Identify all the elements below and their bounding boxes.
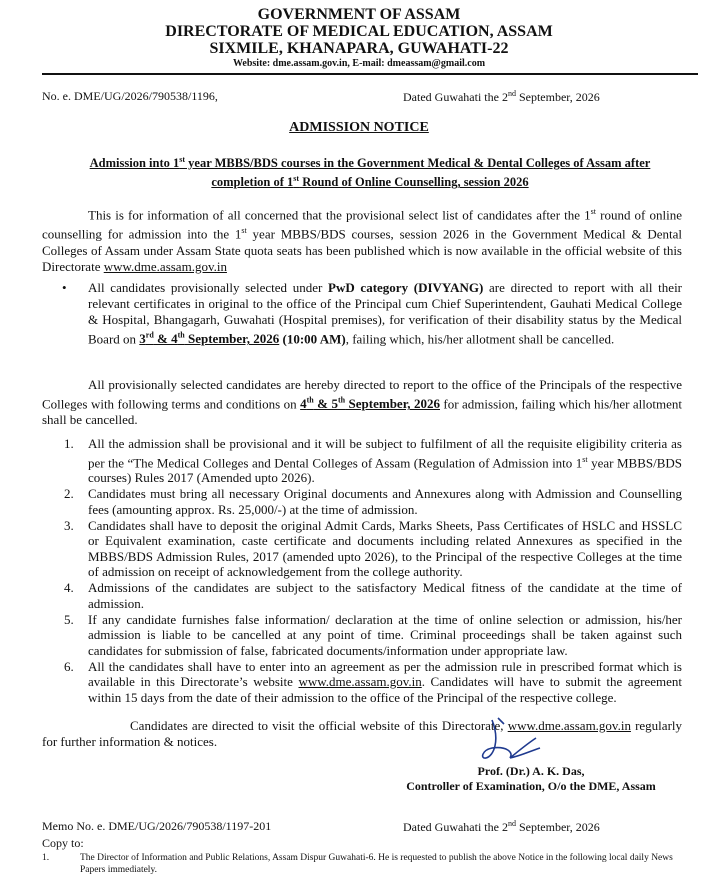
signatory-designation: Controller of Examination, O/o the DME, Assam	[406, 779, 656, 793]
terms-list	[42, 436, 682, 706]
memo-date: Dated Guwahati the 2nd September, 2026	[403, 819, 600, 834]
copy-item: 1. The Director of Information and Public Relations, Assam Dispur Guwahati-6. He is requested to publish the above Notice in the following local daily News Papers immediately.	[42, 853, 673, 875]
pwd-bullet: • All candidates provisionally selected under PwD category (DIVYANG) are directed to report with all their relevant certificates in original to the office of the Principal cum Chief Superintendent, Gauhati Medical College & Hospital, Bhangagarh, Guwahati (Hospital premises), for verification of their disability status by the Medical Board on 3rd & 4th September, 2026 (10:00 AM), failing which, his/her allotment shall be cancelled.	[62, 280, 683, 347]
closing-paragraph: Candidates are directed to visit the official website of this Directorate, www.dme.assam.gov.in regularly for further information & notices.	[42, 718, 683, 749]
list-item: 4. Admissions of the candidates are subject to the satisfactory Medical fitness of the candidate at the time of admission.	[64, 580, 682, 611]
list-item: 3. Candidates shall have to deposit the original Admit Cards, Marks Sheets, Pass Certificates of HSLC and HSSLC or Equivalent examination, caste certificate and documents including related Annexures as specified in the MBBS/BDS Admission Rules, 2017 (amended upto 2026), to the Principal of the respective Colleges at the time of admission on receipt of acknowledgement from the college authority.	[64, 517, 682, 580]
list-item: 5. If any candidate furnishes false information/ declaration at the time of online selection or admission, his/her admission is liable to be cancelled at any point of time. Criminal proceedings shall be taken against such candidates for submission of false, fabricated documents/information under appropriate law.	[64, 611, 682, 658]
report-paragraph: All provisionally selected candidates are hereby directed to report to the office of the Principals of the respective Colleges with following terms and conditions on 4th & 5th September, 2026 for admission, failing which his/her allotment shall be cancelled.	[42, 377, 682, 428]
list-item: 6. All the candidates shall have to enter into an agreement as per the admission rule in prescribed format which is available in this Directorate’s website www.dme.assam.gov.in. Candidates will have to submit the agreement within 15 days from the date of their admission to the office of the Principal of the respective college.	[64, 658, 682, 705]
signatory-block	[372, 764, 690, 794]
govt-heading: GOVERNMENT OF ASSAM	[257, 6, 461, 23]
reference-date: Dated Guwahati the 2nd September, 2026	[403, 89, 600, 104]
closing-website-link[interactable]: www.dme.assam.gov.in	[507, 718, 631, 733]
intro-paragraph: This is for information of all concerned that the provisional select list of candidates after the 1st round of online counselling for admission into the 1st year MBBS/BDS courses, session 2026 in the Government Medical & Dental Colleges of Assam under Assam State quota seats has been published which is now available in the official website of this Directorate www.dme.assam.gov.in	[42, 207, 683, 274]
list-item: 2. Candidates must bring all necessary Original documents and Annexures along with Admission and Counselling fees (amounting approx. Rs. 25,000/-) at the time of admission.	[64, 486, 682, 517]
directorate-website-link[interactable]: www.dme.assam.gov.in	[103, 258, 227, 274]
bullet-dot: •	[62, 280, 67, 295]
agreement-website-link[interactable]: www.dme.assam.gov.in	[298, 674, 422, 690]
list-item: 1. All the admission shall be provisional and it will be subject to fulfilment of all the requisite eligibility criteria as per the “The Medical Colleges and Dental Colleges of Assam (Regulation of Admission into 1st year MBBS/BDS courses) Rules 2017 (Amended upto 2026).	[64, 436, 682, 486]
address-heading: SIXMILE, KHANAPARA, GUWAHATI-22	[209, 40, 509, 57]
header-divider	[42, 73, 698, 75]
copy-to-label: Copy to:	[42, 836, 84, 850]
directorate-heading: DIRECTORATE OF MEDICAL EDUCATION, ASSAM	[165, 23, 553, 40]
signature-mark	[470, 712, 590, 772]
memo-number: Memo No. e. DME/UG/2026/790538/1197-201	[42, 819, 272, 833]
reference-number: No. e. DME/UG/2026/790538/1196,	[42, 89, 218, 103]
signatory-name: Prof. (Dr.) A. K. Das,	[477, 764, 585, 778]
notice-title: ADMISSION NOTICE	[289, 120, 429, 135]
website-email-line: Website: dme.assam.gov.in, E-mail: dmeassam@gmail.com	[232, 58, 486, 69]
notice-subject: Admission into 1st year MBBS/BDS courses in the Government Medical & Dental Colleges of Assam after completion of 1st Round of Online Counselling, session 2026	[89, 155, 651, 190]
